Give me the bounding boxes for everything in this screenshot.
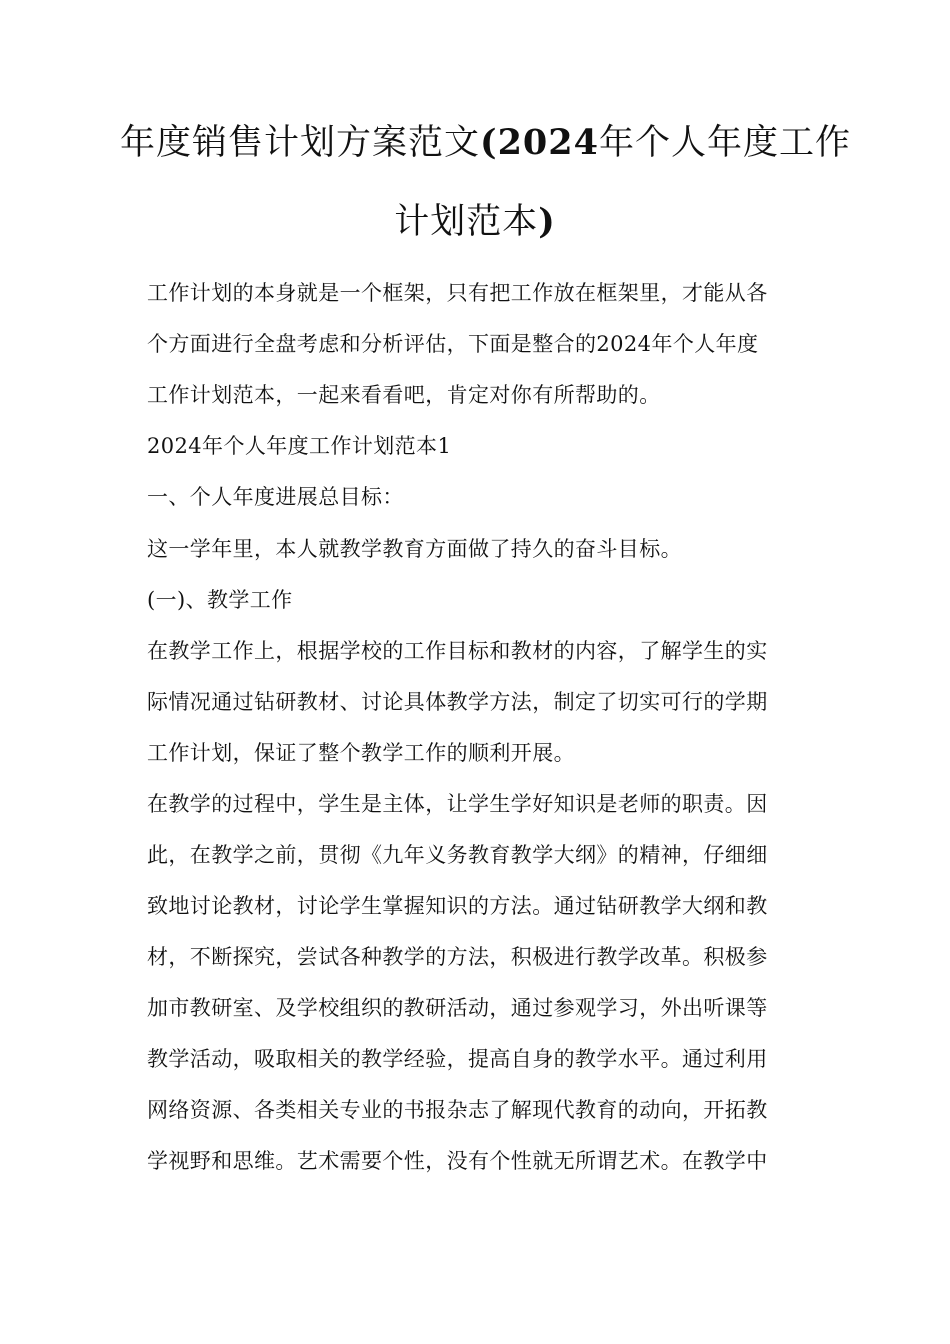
body-line-14: 材，不断探究，尝试各种教学的方法，积极进行教学改革。积极参 — [147, 945, 768, 969]
title-text-c: 年个人年度工作 — [599, 123, 852, 163]
section-heading-3: (一)、教学工作 — [147, 588, 293, 612]
document-title-line-2 — [360, 202, 590, 242]
body-line-15: 加市教研室、及学校组织的教研活动，通过参观学习，外出听课等 — [147, 996, 768, 1020]
body-line-13: 致地讨论教材，讨论学生掌握知识的方法。通过钻研教学大纲和教 — [147, 894, 768, 918]
body-line-17: 网络资源、各类相关专业的书报杂志了解现代教育的动向，开拓教 — [147, 1098, 768, 1122]
title-text-d: 计划范本 — [394, 202, 539, 242]
body-line-3: 工作计划范本，一起来看看吧，肯定对你有所帮助的。 — [147, 383, 661, 407]
title-text-a: 年度销售计划方案范文 — [120, 123, 481, 163]
body-line-10: 工作计划，保证了整个教学工作的顺利开展。 — [147, 741, 575, 765]
section-heading-1: 2024年个人年度工作计划范本1 — [147, 434, 452, 458]
section-heading-2: 一、个人年度进展总目标： — [147, 485, 404, 509]
body-line-11: 在教学的过程中，学生是主体，让学生学好知识是老师的职责。因 — [147, 792, 768, 816]
title-text-b: (2024 — [480, 122, 599, 163]
body-line-6: 这一学年里，本人就教学教育方面做了持久的奋斗目标。 — [147, 537, 682, 561]
body-line-16: 教学活动，吸取相关的教学经验，提高自身的教学水平。通过利用 — [147, 1047, 768, 1071]
body-line-12: 此，在教学之前，贯彻《九年义务教育教学大纲》的精神，仔细细 — [147, 843, 768, 867]
body-line-1: 工作计划的本身就是一个框架，只有把工作放在框架里，才能从各 — [147, 281, 768, 305]
body-line-8: 在教学工作上，根据学校的工作目标和教材的内容，了解学生的实 — [147, 639, 768, 663]
body-line-18: 学视野和思维。艺术需要个性，没有个性就无所谓艺术。在教学中 — [147, 1149, 768, 1173]
body-line-9: 际情况通过钻研教材、讨论具体教学方法，制定了切实可行的学期 — [147, 690, 768, 714]
document-title-line-1 — [120, 122, 852, 163]
body-line-2: 个方面进行全盘考虑和分析评估，下面是整合的2024年个人年度 — [147, 332, 759, 356]
title-text-e: ) — [538, 201, 556, 242]
